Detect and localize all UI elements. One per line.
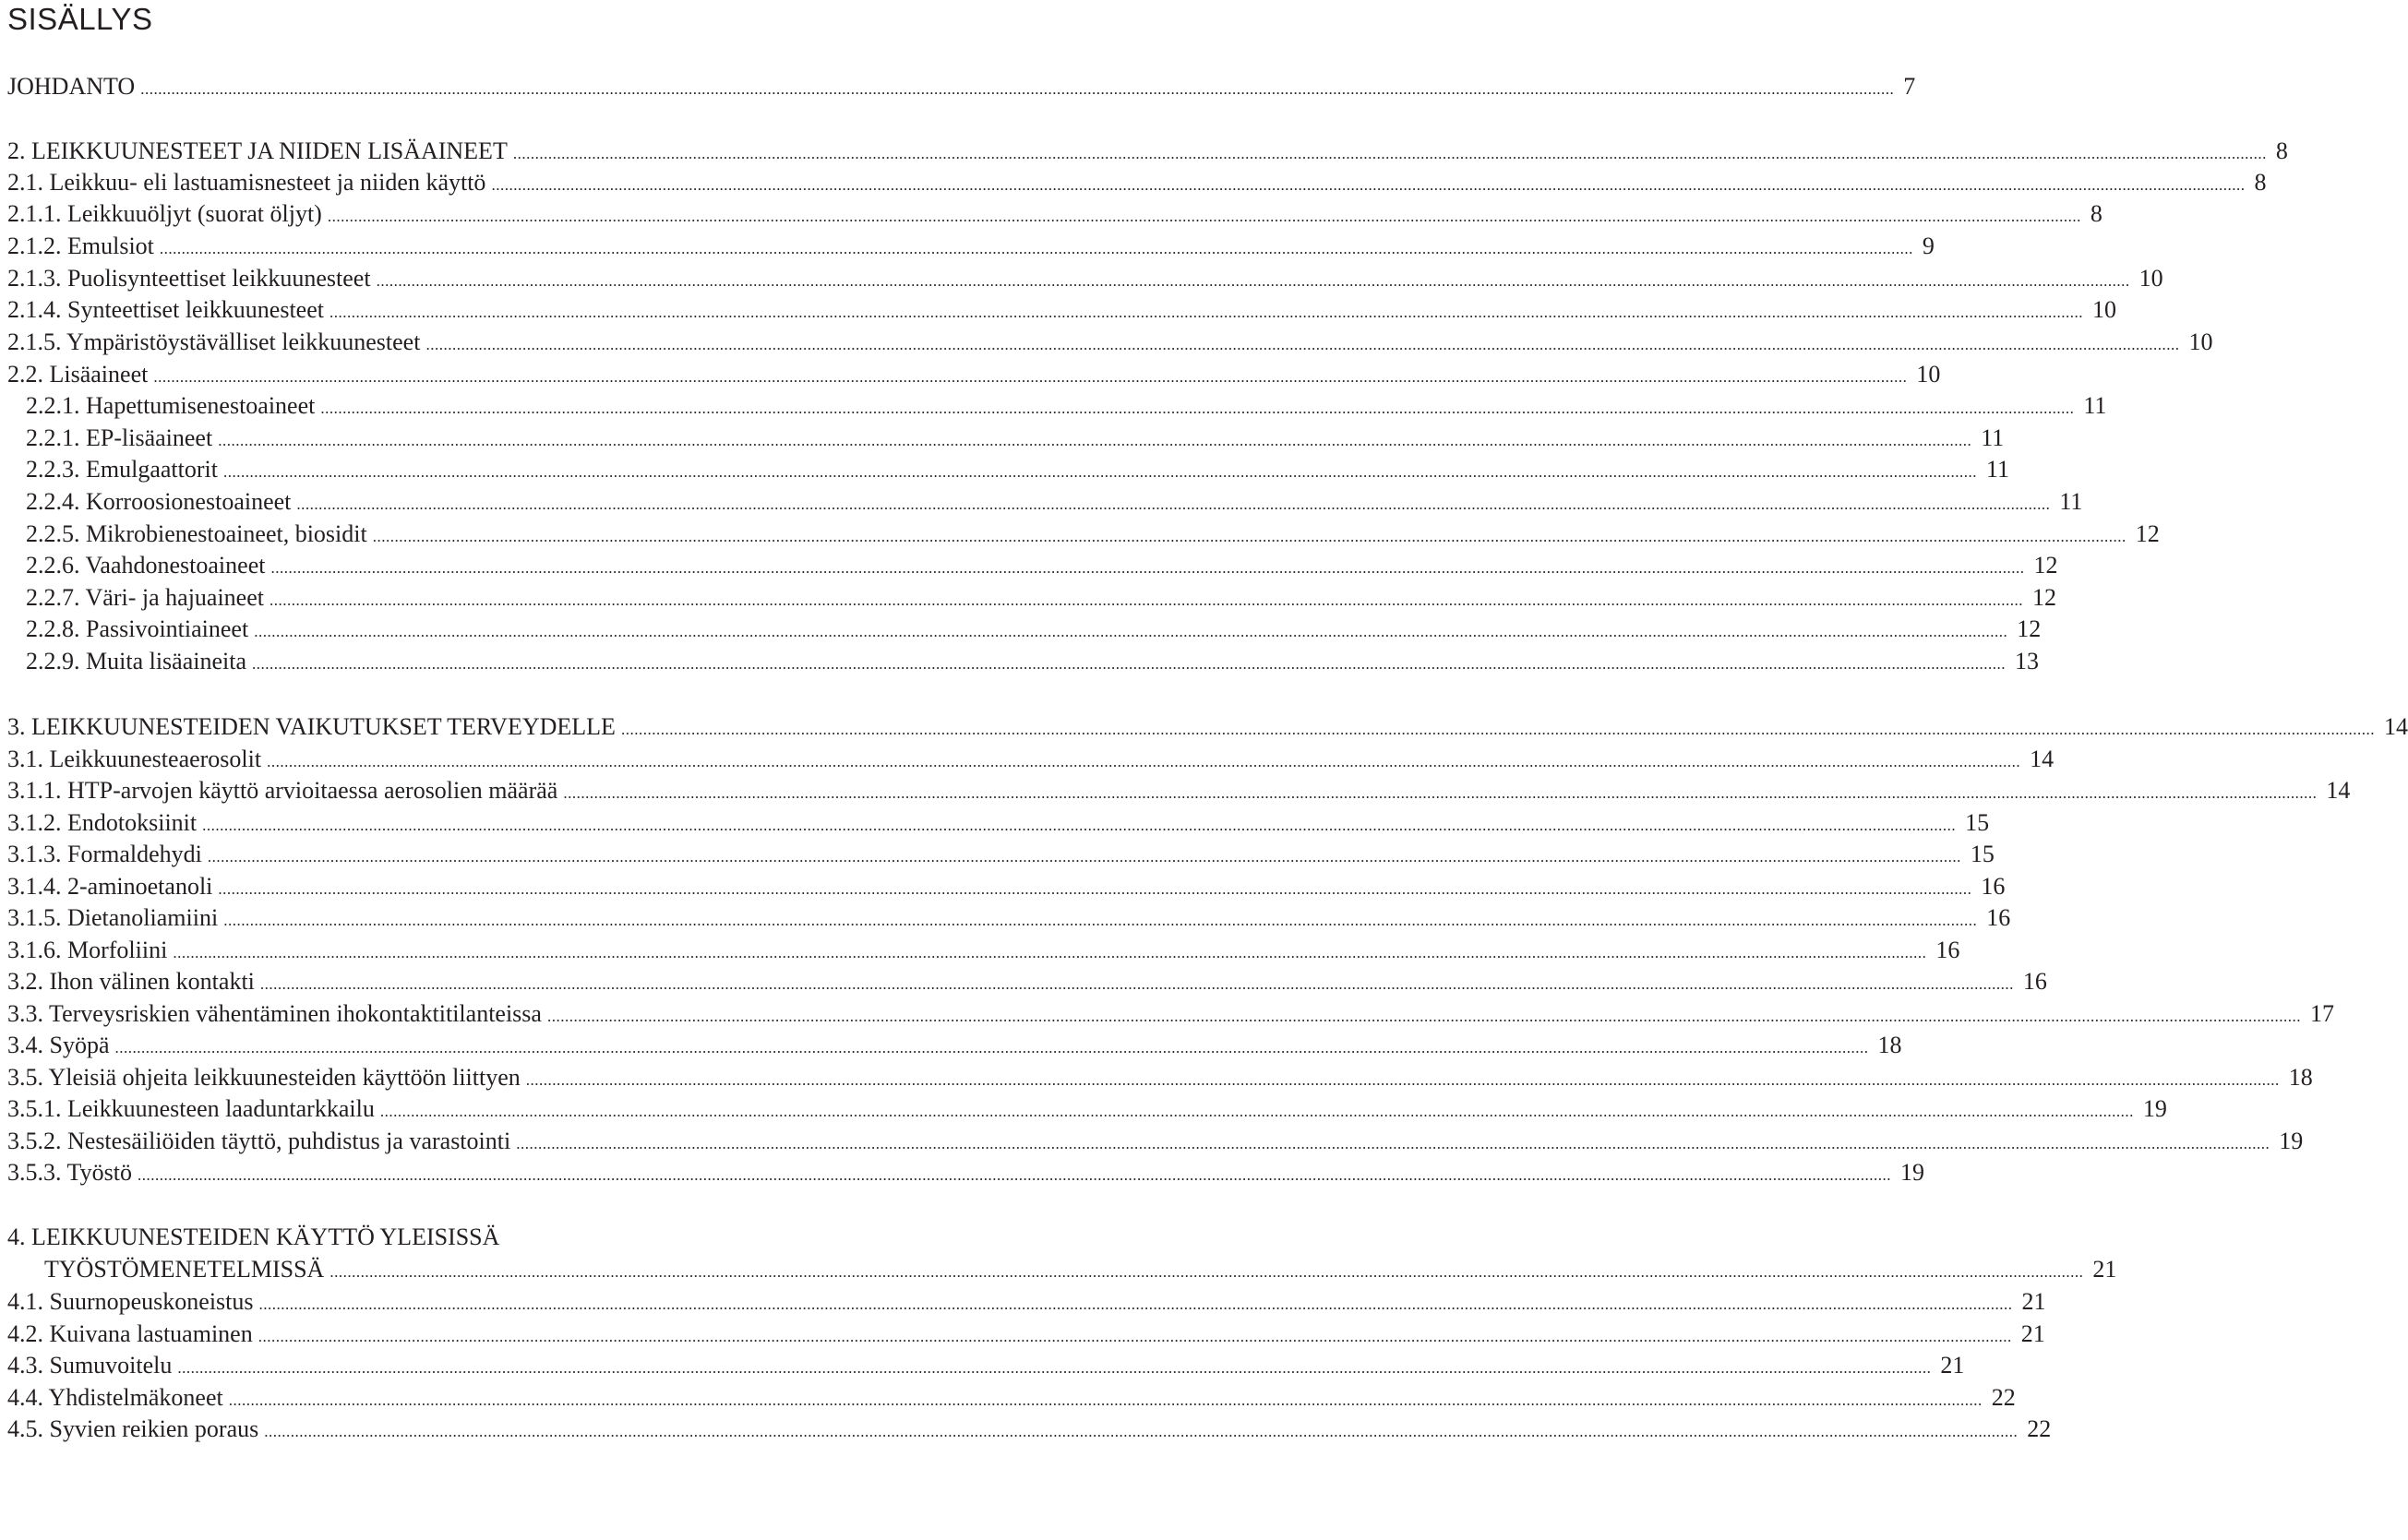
toc-page-number: 8 <box>2254 169 2267 196</box>
toc-page-number: 21 <box>2020 1320 2045 1347</box>
toc-entry[interactable] <box>7 1381 2016 1415</box>
toc-entry-label: 2.2.4. Korroosionestoaineet <box>26 488 292 515</box>
toc-entry-label: TYÖSTÖMENETELMISSÄ <box>44 1256 325 1283</box>
toc-leader-dots: ................................................................................................................................................................................................................................................................................................................................................................................................................ <box>376 272 2130 290</box>
toc-page-number: 11 <box>2083 392 2107 419</box>
toc-entry[interactable] <box>26 645 2040 678</box>
toc-entry[interactable] <box>26 389 2107 423</box>
toc-entry-label: 3.2. Ihon välinen kontakti <box>7 968 255 995</box>
toc-leader-dots: ................................................................................................................................................................................................................................................................................................................................................................................................................ <box>202 817 1957 834</box>
toc-entry[interactable] <box>7 1318 2045 1351</box>
toc-entry-label: 3. LEIKKUUNESTEIDEN VAIKUTUKSET TERVEYDELLE <box>7 713 616 740</box>
toc-entry[interactable] <box>7 997 2334 1031</box>
toc-leader-dots: ................................................................................................................................................................................................................................................................................................................................................................................................................ <box>379 1103 2134 1120</box>
toc-leader-dots: ................................................................................................................................................................................................................................................................................................................................................................................................................ <box>264 1423 2019 1440</box>
toc-entry[interactable] <box>7 806 1990 840</box>
toc-entry[interactable] <box>7 1221 834 1254</box>
toc-entry[interactable] <box>26 613 2042 646</box>
toc-leader-dots: ................................................................................................................................................................................................................................................................................................................................................................................................................ <box>320 400 2075 417</box>
toc-leader-dots: ................................................................................................................................................................................................................................................................................................................................................................................................................ <box>218 880 1972 898</box>
toc-entry[interactable] <box>7 1285 2046 1319</box>
toc-page-number: 16 <box>1935 937 1960 963</box>
toc-leader-dots: ................................................................................................................................................................................................................................................................................................................................................................................................................ <box>252 655 2007 673</box>
toc-page-number: 18 <box>2288 1064 2313 1091</box>
toc-page-number: 15 <box>1965 809 1990 836</box>
toc-page-number: 10 <box>2092 296 2116 323</box>
toc-page-number: 12 <box>2031 584 2056 611</box>
toc-entry-label: 3.5.2. Nestesäiliöiden täyttö, puhdistus ja varastointi <box>7 1128 511 1154</box>
toc-entry[interactable] <box>7 197 2103 231</box>
toc-leader-dots: ................................................................................................................................................................................................................................................................................................................................................................................................................ <box>372 528 2126 545</box>
toc-leader-dots: ................................................................................................................................................................................................................................................................................................................................................................................................................ <box>329 304 2083 321</box>
toc-page-number: 14 <box>2030 746 2055 772</box>
toc-entry[interactable] <box>7 838 1995 871</box>
toc-entry-label: 2.2.1. Hapettumisenestoaineet <box>26 392 316 419</box>
toc-entry[interactable] <box>7 166 2267 199</box>
toc-entry[interactable] <box>7 1349 1965 1382</box>
toc-leader-dots: ................................................................................................................................................................................................................................................................................................................................................................................................................ <box>177 1359 1932 1377</box>
toc-entry[interactable] <box>7 1125 2304 1158</box>
toc-leader-dots: ................................................................................................................................................................................................................................................................................................................................................................................................................ <box>270 559 2025 577</box>
toc-entry[interactable] <box>7 1156 1924 1189</box>
toc-page-number: 11 <box>1981 424 2005 451</box>
toc-entry[interactable] <box>7 1413 2052 1446</box>
toc-entry-label: 3.1.1. HTP-arvojen käyttö arvioitaessa aerosolien määrää <box>7 777 558 804</box>
toc-entry-label: 2.1.5. Ympäristöystävälliset leikkuunesteet <box>7 328 421 355</box>
toc-entry[interactable] <box>26 453 2010 486</box>
toc-entry-label: 3.5. Yleisiä ohjeita leikkuunesteiden käyttöön liittyen <box>7 1064 521 1091</box>
toc-page-number: 14 <box>2326 777 2351 804</box>
toc-entry-label: 3.4. Syöpä <box>7 1032 110 1058</box>
toc-leader-dots: ................................................................................................................................................................................................................................................................................................................................................................................................................ <box>546 1008 2301 1025</box>
toc-leader-dots: ................................................................................................................................................................................................................................................................................................................................................................................................................ <box>620 721 2375 738</box>
toc-entry[interactable] <box>26 518 2160 551</box>
toc-entry-label: 3.5.3. Työstö <box>7 1159 132 1186</box>
toc-leader-dots: ................................................................................................................................................................................................................................................................................................................................................................................................................ <box>140 80 1895 98</box>
toc-entry-label: 3.1.4. 2-aminoetanoli <box>7 873 213 900</box>
toc-entry-label: 4.4. Yhdistelmäkoneet <box>7 1384 223 1411</box>
toc-entry-label: 3.1.2. Endotoksiinit <box>7 809 198 836</box>
toc-entry-label: 2.2.9. Muita lisäaineita <box>26 648 247 674</box>
toc-entry-label: 3.3. Terveysriskien vähentäminen ihokontaktitilanteissa <box>7 1000 542 1027</box>
toc-leader-dots: ................................................................................................................................................................................................................................................................................................................................................................................................................ <box>425 336 2180 353</box>
toc-leader-dots: ................................................................................................................................................................................................................................................................................................................................................................................................................ <box>296 495 2051 513</box>
toc-leader-dots: ................................................................................................................................................................................................................................................................................................................................................................................................................ <box>228 1391 1983 1409</box>
toc-page-number: 10 <box>2188 328 2213 355</box>
toc-leader-dots: ................................................................................................................................................................................................................................................................................................................................................................................................................ <box>258 1328 2012 1345</box>
toc-entry[interactable] <box>26 581 2056 615</box>
toc-entry[interactable] <box>7 1029 1902 1062</box>
toc-page-number: 19 <box>1899 1159 1924 1186</box>
toc-entry[interactable] <box>26 549 2058 582</box>
toc-entry-label: 2.2.6. Vaahdonestoaineet <box>26 552 266 579</box>
toc-page-number: 11 <box>2059 488 2083 515</box>
toc-entry-label: 3.1.6. Morfoliini <box>7 937 168 963</box>
toc-leader-dots: ................................................................................................................................................................................................................................................................................................................................................................................................................ <box>222 463 1977 481</box>
toc-leader-dots: ................................................................................................................................................................................................................................................................................................................................................................................................................ <box>516 1135 2270 1152</box>
toc-entry-label: 2.2.8. Passivointiaineet <box>26 615 249 642</box>
toc-entry[interactable] <box>7 743 2055 776</box>
toc-leader-dots: ................................................................................................................................................................................................................................................................................................................................................................................................................ <box>563 784 2318 802</box>
toc-entry[interactable] <box>7 710 2408 744</box>
toc-page-number: 7 <box>1903 73 1916 100</box>
toc-entry[interactable] <box>7 1253 2117 1286</box>
toc-page-number: 12 <box>2135 520 2160 547</box>
toc-page-number: 12 <box>2033 552 2058 579</box>
toc-entry-label: 2.1.4. Synteettiset leikkuunesteet <box>7 296 324 323</box>
toc-leader-dots: ................................................................................................................................................................................................................................................................................................................................................................................................................ <box>254 623 2008 640</box>
toc-entry-label: 2. LEIKKUUNESTEET JA NIIDEN LISÄAINEET <box>7 137 508 164</box>
toc-entry-label: 4.2. Kuivana lastuaminen <box>7 1320 253 1347</box>
toc-entry[interactable] <box>7 358 1941 391</box>
toc-leader-dots: ................................................................................................................................................................................................................................................................................................................................................................................................................ <box>137 1166 1891 1184</box>
toc-entry-label: 4.5. Syvien reikien poraus <box>7 1415 259 1442</box>
toc-page-number: 21 <box>1940 1352 1965 1379</box>
toc-page-number: 21 <box>2092 1256 2117 1283</box>
toc-entry-label: 2.2.5. Mikrobienestoaineet, biosidit <box>26 520 367 547</box>
toc-leader-dots: ................................................................................................................................................................................................................................................................................................................................................................................................................ <box>259 975 2014 993</box>
toc-leader-dots: ................................................................................................................................................................................................................................................................................................................................................................................................................ <box>207 848 1961 866</box>
toc-entry[interactable] <box>7 1061 2313 1094</box>
toc-entry-label: 4. LEIKKUUNESTEIDEN KÄYTTÖ YLEISISSÄ <box>7 1224 500 1250</box>
toc-leader-dots: ................................................................................................................................................................................................................................................................................................................................................................................................................ <box>114 1039 1869 1057</box>
toc-leader-dots: ................................................................................................................................................................................................................................................................................................................................................................................................................ <box>269 591 2023 609</box>
toc-entry[interactable] <box>7 230 1935 263</box>
toc-entry[interactable] <box>7 870 2006 903</box>
toc-page-number: 10 <box>2138 265 2163 292</box>
toc-page-number: 17 <box>2309 1000 2334 1027</box>
toc-entry-label: 3.1. Leikkuunesteaerosolit <box>7 746 262 772</box>
toc-page-number: 9 <box>1922 233 1935 259</box>
toc-leader-dots: ................................................................................................................................................................................................................................................................................................................................................................................................................ <box>267 753 2021 770</box>
toc-entry[interactable] <box>7 135 2288 168</box>
toc-page-number: 8 <box>2090 200 2103 227</box>
toc-page-number: 15 <box>1970 841 1995 867</box>
toc-entry[interactable] <box>7 293 2116 327</box>
toc-entry[interactable] <box>7 326 2213 359</box>
toc-page-number: 18 <box>1877 1032 1902 1058</box>
toc-page-number: 14 <box>2383 713 2408 740</box>
toc-leader-dots: ................................................................................................................................................................................................................................................................................................................................................................................................................ <box>512 145 2267 162</box>
toc-page-number: 22 <box>1991 1384 2016 1411</box>
toc-page-number: 8 <box>2275 137 2288 164</box>
toc-page-number: 13 <box>2015 648 2040 674</box>
toc-entry-label: 2.2.1. EP-lisäaineet <box>26 424 213 451</box>
toc-entry-label: 2.1. Leikkuu- eli lastuamisnesteet ja niiden käyttö <box>7 169 486 196</box>
page-title: SISÄLLYS <box>7 2 153 36</box>
toc-entry-label: 3.1.3. Formaldehydi <box>7 841 202 867</box>
toc-entry-label: 2.1.3. Puolisynteettiset leikkuunesteet <box>7 265 371 292</box>
toc-entry[interactable] <box>7 774 2351 807</box>
toc-page-number: 16 <box>1986 904 2011 931</box>
toc-leader-dots: ................................................................................................................................................................................................................................................................................................................................................................................................................ <box>223 912 1978 929</box>
toc-leader-dots: ................................................................................................................................................................................................................................................................................................................................................................................................................ <box>159 240 1913 257</box>
toc-entry[interactable] <box>7 965 2047 998</box>
toc-page-number: 10 <box>1916 361 1941 388</box>
toc-entry[interactable] <box>7 901 2011 935</box>
toc-entry-label: 4.3. Sumuvoitelu <box>7 1352 173 1379</box>
toc-page-number: 16 <box>1981 873 2006 900</box>
toc-entry[interactable] <box>26 422 2005 455</box>
toc-leader-dots: ................................................................................................................................................................................................................................................................................................................................................................................................................ <box>491 176 2246 194</box>
toc-entry-label: 4.1. Suurnopeuskoneistus <box>7 1288 254 1315</box>
toc-page-number: 16 <box>2022 968 2047 995</box>
toc-leader-dots: ................................................................................................................................................................................................................................................................................................................................................................................................................ <box>329 1263 2084 1281</box>
toc-leader-dots: ................................................................................................................................................................................................................................................................................................................................................................................................................ <box>327 208 2081 225</box>
toc-entry-label: 2.2. Lisäaineet <box>7 361 149 388</box>
toc-entry-label: 2.1.2. Emulsiot <box>7 233 154 259</box>
toc-leader-dots: ................................................................................................................................................................................................................................................................................................................................................................................................................ <box>525 1071 2280 1089</box>
toc-page-number: 22 <box>2027 1415 2052 1442</box>
toc-page-number: 21 <box>2021 1288 2046 1315</box>
toc-entry[interactable] <box>7 262 2163 295</box>
toc-page-number: 11 <box>1985 456 2010 483</box>
toc-leader-dots: ................................................................................................................................................................................................................................................................................................................................................................................................................ <box>153 368 1908 386</box>
toc-entry-label: JOHDANTO <box>7 73 136 100</box>
toc-entry-label: 3.5.1. Leikkuunesteen laaduntarkkailu <box>7 1095 375 1122</box>
toc-entry[interactable] <box>7 934 1960 967</box>
toc-entry[interactable] <box>7 1092 2167 1126</box>
toc-entry-label: 3.1.5. Dietanoliamiini <box>7 904 219 931</box>
toc-page-number: 19 <box>2279 1128 2304 1154</box>
toc-leader-dots: ................................................................................................................................................................................................................................................................................................................................................................................................................ <box>258 1295 2013 1313</box>
toc-leader-dots: ................................................................................................................................................................................................................................................................................................................................................................................................................ <box>173 944 1927 961</box>
toc-leader-dots: ................................................................................................................................................................................................................................................................................................................................................................................................................ <box>218 432 1972 449</box>
toc-entry-label: 2.1.1. Leikkuuöljyt (suorat öljyt) <box>7 200 322 227</box>
toc-page-number: 19 <box>2142 1095 2167 1122</box>
toc-entry-label: 2.2.7. Väri- ja hajuaineet <box>26 584 264 611</box>
toc-page-number: 12 <box>2017 615 2042 642</box>
toc-entry-label: 2.2.3. Emulgaattorit <box>26 456 218 483</box>
toc-entry[interactable] <box>7 70 1916 103</box>
toc-entry[interactable] <box>26 485 2083 519</box>
